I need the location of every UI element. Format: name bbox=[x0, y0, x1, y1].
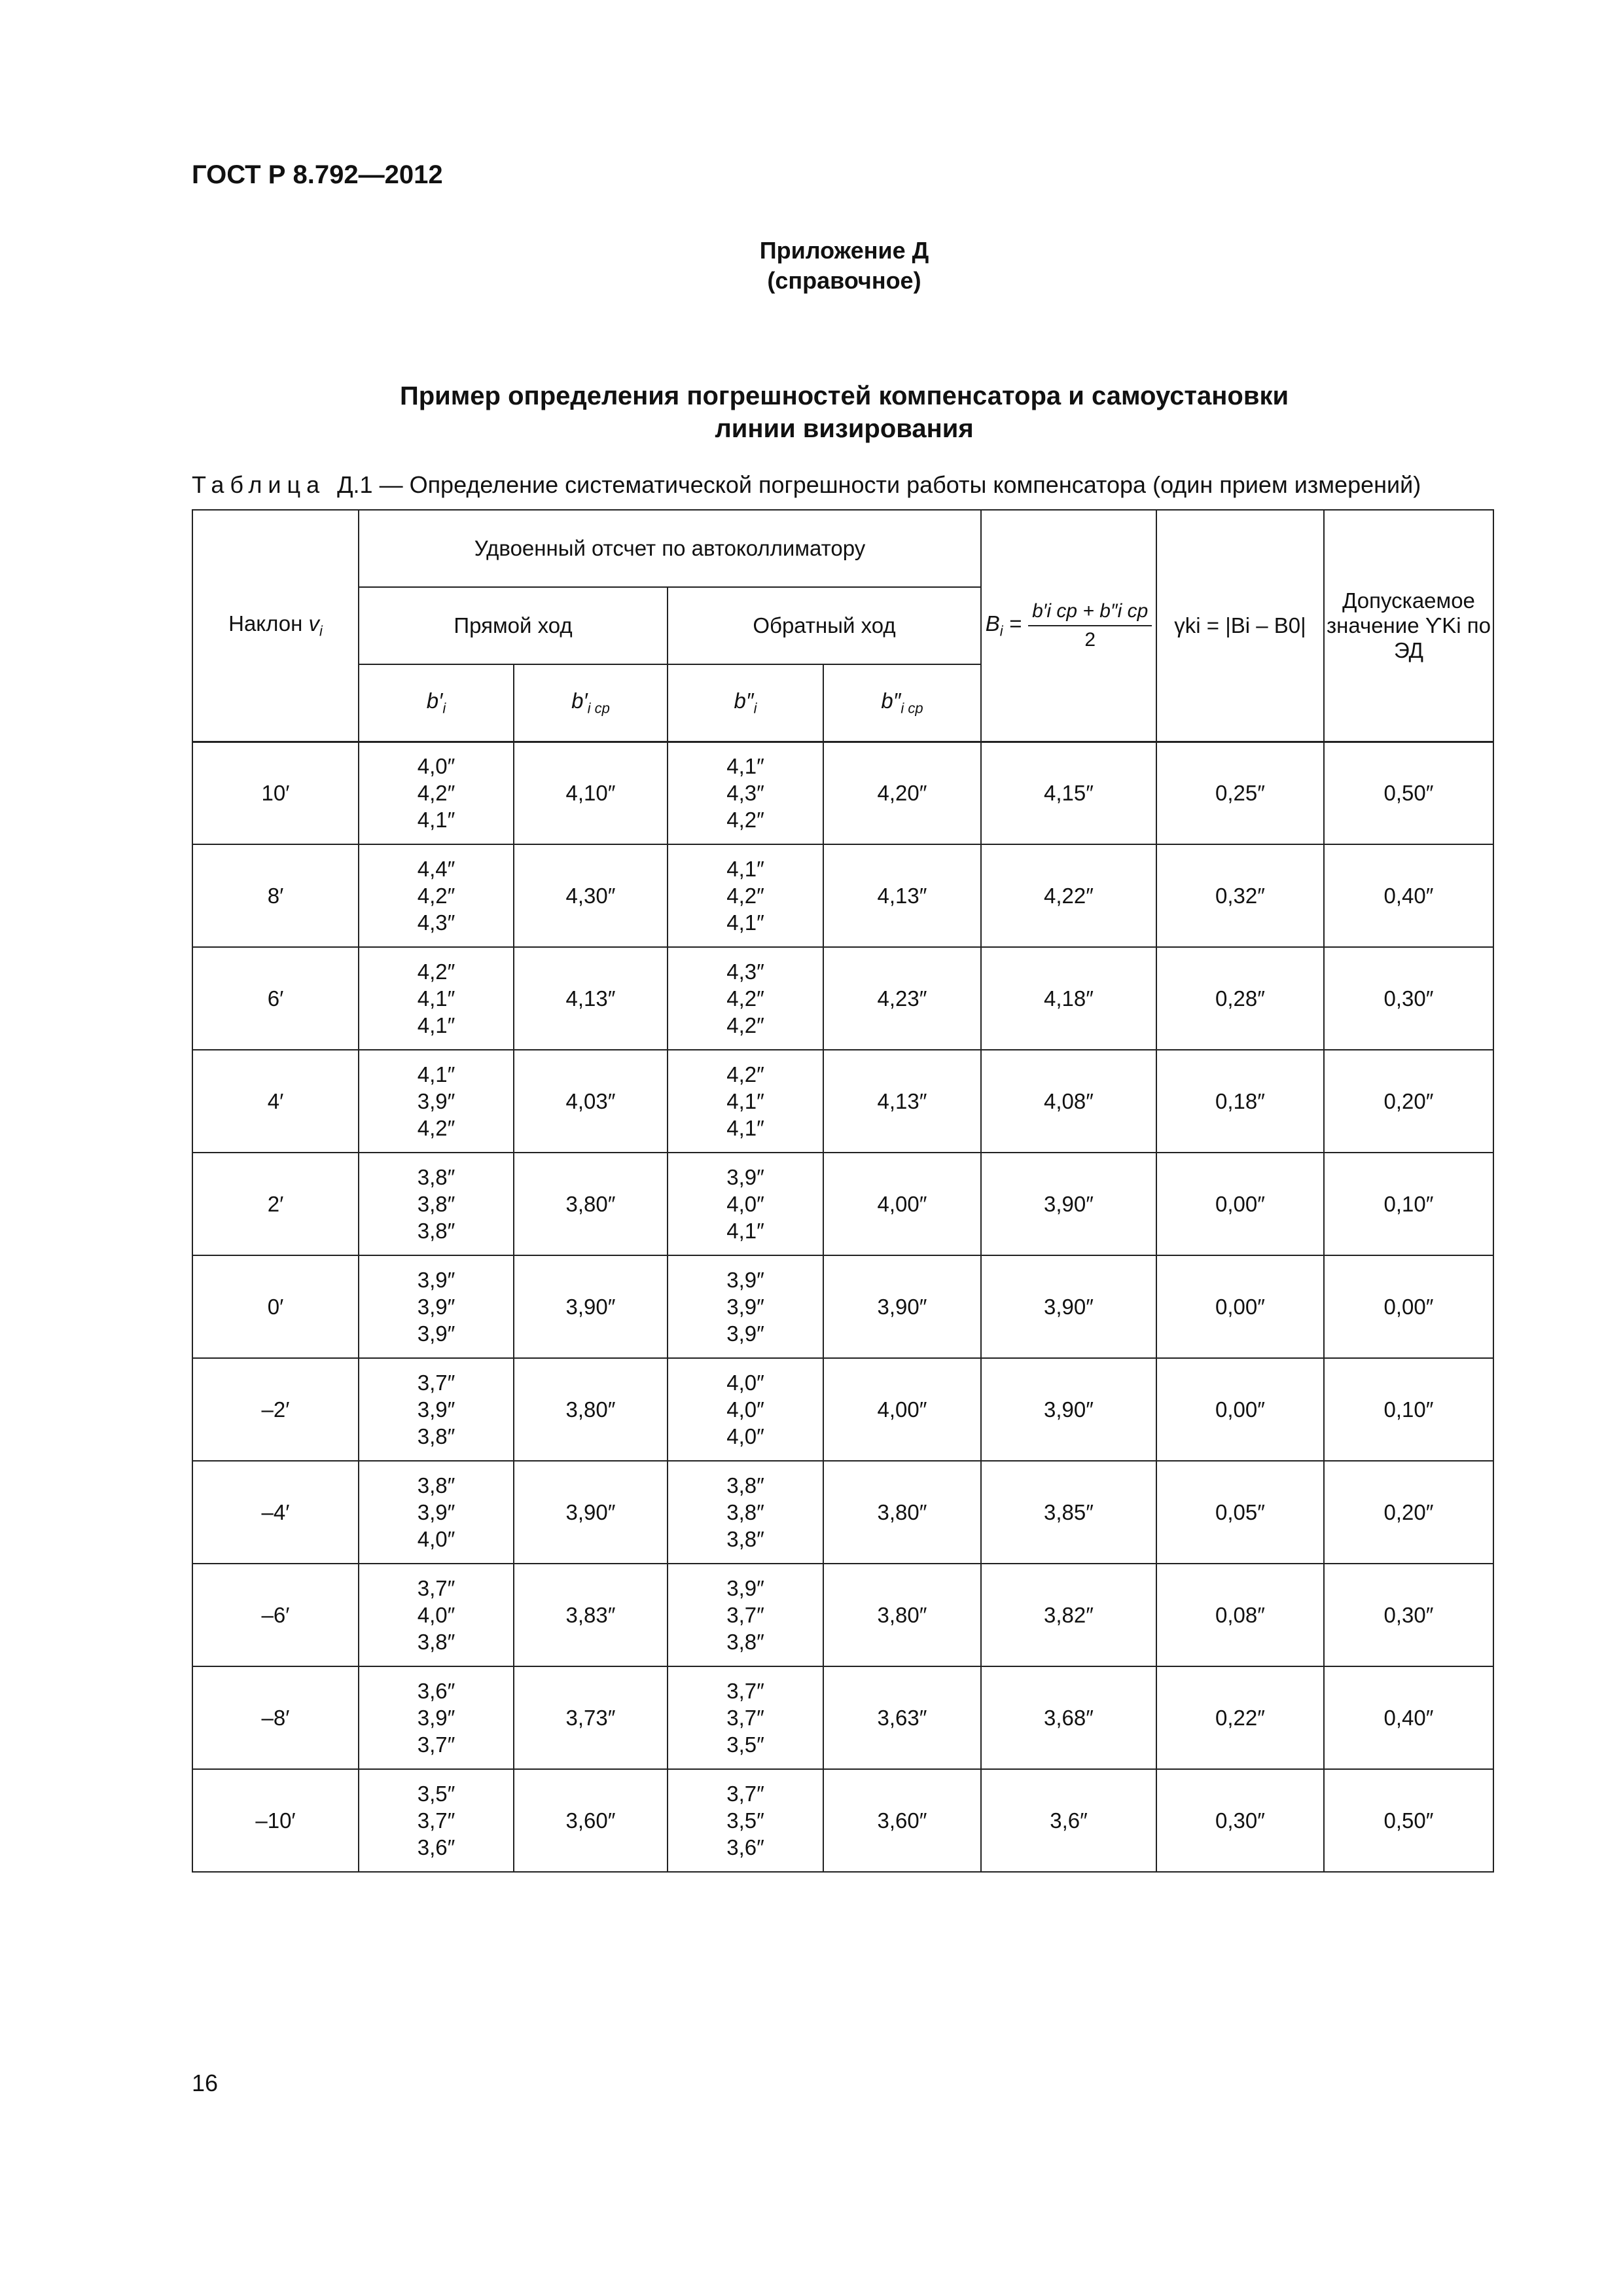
cell-backward-readings bbox=[668, 1769, 823, 1872]
cell-backward-readings-value: 4,3″ bbox=[726, 960, 764, 984]
table-caption-text: Д.1 — Определение систематической погрешности работы компенсатора (один прием измерений) bbox=[337, 471, 1421, 498]
cell-allowed: 0,30″ bbox=[1324, 1564, 1493, 1666]
cell-backward-readings-value: 4,1″ bbox=[726, 1116, 764, 1140]
cell-gamma: 0,30″ bbox=[1156, 1769, 1324, 1872]
cell-gamma: 0,28″ bbox=[1156, 947, 1324, 1050]
cell-forward-readings-value: 3,7″ bbox=[417, 1732, 455, 1757]
cell-B: 3,68″ bbox=[981, 1666, 1156, 1769]
cell-forward-readings-value: 3,7″ bbox=[417, 1576, 455, 1600]
cell-tilt: –8′ bbox=[192, 1666, 359, 1769]
cell-forward-avg: 3,90″ bbox=[514, 1255, 668, 1358]
cell-backward-avg: 4,20″ bbox=[823, 742, 981, 844]
table-caption bbox=[192, 471, 1421, 499]
cell-backward-avg: 3,80″ bbox=[823, 1564, 981, 1666]
cell-backward-readings-value: 4,0″ bbox=[726, 1424, 764, 1448]
cell-forward-readings bbox=[359, 1358, 514, 1461]
cell-backward-readings bbox=[668, 1153, 823, 1255]
cell-forward-readings-value: 3,5″ bbox=[417, 1782, 455, 1806]
cell-backward-readings-value: 3,8″ bbox=[726, 1527, 764, 1551]
cell-gamma: 0,22″ bbox=[1156, 1666, 1324, 1769]
cell-backward-readings-value: 4,2″ bbox=[726, 1013, 764, 1037]
cell-forward-readings-value: 4,1″ bbox=[417, 1013, 455, 1037]
cell-allowed: 0,20″ bbox=[1324, 1461, 1493, 1564]
table-row bbox=[192, 1358, 1493, 1461]
cell-forward-readings-value: 4,3″ bbox=[417, 910, 455, 935]
table-row bbox=[192, 947, 1493, 1050]
cell-forward-avg: 4,30″ bbox=[514, 844, 668, 947]
formula-denominator: 2 bbox=[1084, 628, 1096, 651]
cell-backward-readings bbox=[668, 1564, 823, 1666]
cell-backward-readings-value: 4,0″ bbox=[726, 1397, 764, 1422]
cell-forward-readings-value: 3,9″ bbox=[417, 1397, 455, 1422]
table-caption-prefix: Таблица bbox=[192, 471, 326, 498]
cell-backward-readings-value: 4,0″ bbox=[726, 1192, 764, 1216]
cell-allowed: 0,40″ bbox=[1324, 1666, 1493, 1769]
cell-backward-readings-value: 3,9″ bbox=[726, 1295, 764, 1319]
cell-backward-avg: 4,13″ bbox=[823, 844, 981, 947]
cell-allowed: 0,30″ bbox=[1324, 947, 1493, 1050]
cell-forward-readings-value: 4,2″ bbox=[417, 1116, 455, 1140]
cell-forward-readings-value: 4,1″ bbox=[417, 1062, 455, 1086]
cell-gamma: 0,08″ bbox=[1156, 1564, 1324, 1666]
cell-forward-readings bbox=[359, 1769, 514, 1872]
table-row bbox=[192, 844, 1493, 947]
cell-backward-readings-value: 3,7″ bbox=[726, 1706, 764, 1730]
cell-allowed: 0,20″ bbox=[1324, 1050, 1493, 1153]
cell-forward-readings-value: 3,8″ bbox=[417, 1630, 455, 1654]
cell-forward-readings-value: 3,9″ bbox=[417, 1295, 455, 1319]
header-formula-B bbox=[981, 510, 1156, 742]
cell-gamma: 0,05″ bbox=[1156, 1461, 1324, 1564]
cell-backward-readings-value: 4,2″ bbox=[726, 1062, 764, 1086]
cell-tilt: 6′ bbox=[192, 947, 359, 1050]
cell-backward-readings-value: 3,5″ bbox=[726, 1732, 764, 1757]
cell-tilt: –10′ bbox=[192, 1769, 359, 1872]
cell-backward-readings bbox=[668, 1050, 823, 1153]
cell-B: 4,18″ bbox=[981, 947, 1156, 1050]
header-b-backward-avg: $b''_{i ср}$ bbox=[823, 664, 981, 742]
cell-gamma: 0,18″ bbox=[1156, 1050, 1324, 1153]
cell-B: 3,85″ bbox=[981, 1461, 1156, 1564]
cell-forward-readings-value: 3,7″ bbox=[417, 1808, 455, 1833]
cell-tilt: 10′ bbox=[192, 742, 359, 844]
cell-forward-avg: 3,90″ bbox=[514, 1461, 668, 1564]
cell-forward-readings-value: 4,1″ bbox=[417, 808, 455, 833]
cell-forward-readings-value: 3,9″ bbox=[417, 1321, 455, 1346]
header-forward: Прямой ход bbox=[359, 587, 668, 664]
cell-backward-readings bbox=[668, 1461, 823, 1564]
cell-forward-readings bbox=[359, 1050, 514, 1153]
cell-forward-avg: 3,80″ bbox=[514, 1153, 668, 1255]
cell-backward-readings-value: 3,8″ bbox=[726, 1630, 764, 1654]
cell-B: 4,08″ bbox=[981, 1050, 1156, 1153]
cell-tilt: –6′ bbox=[192, 1564, 359, 1666]
cell-backward-readings-value: 3,8″ bbox=[726, 1500, 764, 1524]
cell-forward-readings bbox=[359, 1461, 514, 1564]
table-row bbox=[192, 1153, 1493, 1255]
section-title-line-2: линии визирования bbox=[715, 414, 974, 443]
appendix-label: Приложение Д bbox=[759, 237, 929, 264]
cell-backward-avg: 4,13″ bbox=[823, 1050, 981, 1153]
header-allowed: Допускаемое значение ϒKi по ЭД bbox=[1324, 510, 1493, 742]
cell-backward-avg: 3,60″ bbox=[823, 1769, 981, 1872]
cell-B: 3,82″ bbox=[981, 1564, 1156, 1666]
header-b-forward-avg: $b'_{i ср}$ bbox=[514, 664, 668, 742]
cell-forward-readings-value: 4,0″ bbox=[417, 754, 455, 779]
appendix-heading bbox=[0, 236, 1623, 296]
cell-backward-avg: 3,90″ bbox=[823, 1255, 981, 1358]
cell-backward-readings-value: 3,9″ bbox=[726, 1165, 764, 1189]
cell-forward-readings-value: 4,0″ bbox=[417, 1603, 455, 1627]
cell-backward-readings bbox=[668, 844, 823, 947]
cell-forward-avg: 4,13″ bbox=[514, 947, 668, 1050]
cell-backward-readings-value: 4,2″ bbox=[726, 808, 764, 833]
cell-backward-avg: 4,00″ bbox=[823, 1358, 981, 1461]
cell-backward-readings-value: 4,1″ bbox=[726, 857, 764, 881]
cell-tilt: 2′ bbox=[192, 1153, 359, 1255]
cell-forward-avg: 4,10″ bbox=[514, 742, 668, 844]
cell-backward-readings bbox=[668, 947, 823, 1050]
cell-gamma: 0,25″ bbox=[1156, 742, 1324, 844]
cell-backward-readings-value: 3,7″ bbox=[726, 1603, 764, 1627]
cell-backward-readings bbox=[668, 1666, 823, 1769]
appendix-type: (справочное) bbox=[767, 267, 921, 294]
cell-forward-readings-value: 4,2″ bbox=[417, 781, 455, 806]
page-number: 16 bbox=[192, 2070, 219, 2096]
cell-forward-readings bbox=[359, 947, 514, 1050]
cell-forward-readings-value: 4,2″ bbox=[417, 884, 455, 908]
cell-forward-readings bbox=[359, 1153, 514, 1255]
cell-backward-readings-value: 3,9″ bbox=[726, 1576, 764, 1600]
cell-forward-readings-value: 3,6″ bbox=[417, 1835, 455, 1859]
section-title bbox=[0, 380, 1623, 445]
cell-forward-readings-value: 3,8″ bbox=[417, 1165, 455, 1189]
cell-forward-avg: 3,73″ bbox=[514, 1666, 668, 1769]
cell-backward-readings-value: 3,7″ bbox=[726, 1782, 764, 1806]
table-header bbox=[192, 510, 1493, 742]
cell-gamma: 0,32″ bbox=[1156, 844, 1324, 947]
cell-B: 4,22″ bbox=[981, 844, 1156, 947]
cell-gamma: 0,00″ bbox=[1156, 1255, 1324, 1358]
table-row bbox=[192, 1255, 1493, 1358]
formula-lhs: $B_i$ = bbox=[985, 611, 1022, 639]
document-code: ГОСТ Р 8.792—2012 bbox=[192, 160, 443, 189]
formula-numerator: b′i ср + b″i ср bbox=[1028, 600, 1152, 626]
section-title-line-1: Пример определения погрешностей компенсатора и самоустановки bbox=[399, 382, 1289, 410]
header-gamma: γki = |Bi – B0| bbox=[1156, 510, 1324, 742]
cell-backward-readings-value: 4,2″ bbox=[726, 884, 764, 908]
header-tilt: Наклон $v_i$ bbox=[192, 510, 359, 742]
cell-forward-readings-value: 4,2″ bbox=[417, 960, 455, 984]
cell-backward-readings-value: 4,0″ bbox=[726, 1371, 764, 1395]
table-body bbox=[192, 742, 1493, 1872]
cell-forward-avg: 3,80″ bbox=[514, 1358, 668, 1461]
cell-forward-readings-value: 3,9″ bbox=[417, 1500, 455, 1524]
cell-allowed: 0,10″ bbox=[1324, 1358, 1493, 1461]
cell-forward-readings-value: 4,1″ bbox=[417, 986, 455, 1011]
cell-gamma: 0,00″ bbox=[1156, 1358, 1324, 1461]
cell-forward-readings bbox=[359, 1666, 514, 1769]
data-table bbox=[192, 509, 1494, 1873]
cell-allowed: 0,50″ bbox=[1324, 1769, 1493, 1872]
cell-backward-readings-value: 4,2″ bbox=[726, 986, 764, 1011]
cell-tilt: 0′ bbox=[192, 1255, 359, 1358]
cell-allowed: 0,00″ bbox=[1324, 1255, 1493, 1358]
table-row bbox=[192, 742, 1493, 844]
cell-backward-avg: 3,80″ bbox=[823, 1461, 981, 1564]
table-row bbox=[192, 1769, 1493, 1872]
cell-backward-readings-value: 3,9″ bbox=[726, 1268, 764, 1292]
cell-B: 3,6″ bbox=[981, 1769, 1156, 1872]
cell-backward-readings-value: 4,3″ bbox=[726, 781, 764, 806]
cell-forward-readings-value: 4,4″ bbox=[417, 857, 455, 881]
cell-backward-readings-value: 3,7″ bbox=[726, 1679, 764, 1703]
header-b-forward: $b'_i$ bbox=[359, 664, 514, 742]
cell-backward-avg: 4,23″ bbox=[823, 947, 981, 1050]
formula-fraction bbox=[1028, 600, 1152, 651]
cell-forward-readings-value: 3,8″ bbox=[417, 1192, 455, 1216]
cell-gamma: 0,00″ bbox=[1156, 1153, 1324, 1255]
cell-backward-avg: 4,00″ bbox=[823, 1153, 981, 1255]
cell-forward-readings-value: 3,7″ bbox=[417, 1371, 455, 1395]
cell-forward-readings-value: 4,0″ bbox=[417, 1527, 455, 1551]
cell-backward-readings-value: 4,1″ bbox=[726, 754, 764, 779]
cell-allowed: 0,40″ bbox=[1324, 844, 1493, 947]
table-row bbox=[192, 1564, 1493, 1666]
header-b-backward: $b''_i$ bbox=[668, 664, 823, 742]
cell-tilt: 4′ bbox=[192, 1050, 359, 1153]
cell-backward-readings-value: 4,1″ bbox=[726, 1219, 764, 1243]
cell-backward-readings-value: 3,8″ bbox=[726, 1473, 764, 1498]
cell-backward-readings-value: 3,6″ bbox=[726, 1835, 764, 1859]
cell-forward-readings-value: 3,6″ bbox=[417, 1679, 455, 1703]
cell-tilt: 8′ bbox=[192, 844, 359, 947]
cell-allowed: 0,10″ bbox=[1324, 1153, 1493, 1255]
cell-forward-readings-value: 3,8″ bbox=[417, 1424, 455, 1448]
cell-B: 3,90″ bbox=[981, 1358, 1156, 1461]
cell-backward-readings bbox=[668, 1358, 823, 1461]
cell-allowed: 0,50″ bbox=[1324, 742, 1493, 844]
cell-backward-readings bbox=[668, 742, 823, 844]
cell-backward-readings-value: 4,1″ bbox=[726, 910, 764, 935]
table-row bbox=[192, 1461, 1493, 1564]
cell-tilt: –2′ bbox=[192, 1358, 359, 1461]
cell-backward-readings bbox=[668, 1255, 823, 1358]
cell-forward-readings bbox=[359, 742, 514, 844]
cell-backward-readings-value: 3,9″ bbox=[726, 1321, 764, 1346]
cell-forward-readings-value: 3,9″ bbox=[417, 1706, 455, 1730]
cell-forward-avg: 4,03″ bbox=[514, 1050, 668, 1153]
cell-B: 4,15″ bbox=[981, 742, 1156, 844]
header-backward: Обратный ход bbox=[668, 587, 981, 664]
cell-backward-readings-value: 3,5″ bbox=[726, 1808, 764, 1833]
cell-forward-readings-value: 3,8″ bbox=[417, 1473, 455, 1498]
cell-forward-readings-value: 3,9″ bbox=[417, 1268, 455, 1292]
cell-B: 3,90″ bbox=[981, 1255, 1156, 1358]
cell-forward-readings-value: 3,8″ bbox=[417, 1219, 455, 1243]
cell-tilt: –4′ bbox=[192, 1461, 359, 1564]
header-doubled-reading: Удвоенный отсчет по автоколлиматору bbox=[359, 510, 981, 587]
cell-forward-avg: 3,60″ bbox=[514, 1769, 668, 1872]
cell-forward-readings-value: 3,9″ bbox=[417, 1089, 455, 1113]
table-row bbox=[192, 1666, 1493, 1769]
cell-forward-avg: 3,83″ bbox=[514, 1564, 668, 1666]
cell-backward-readings-value: 4,1″ bbox=[726, 1089, 764, 1113]
cell-forward-readings bbox=[359, 1255, 514, 1358]
cell-B: 3,90″ bbox=[981, 1153, 1156, 1255]
cell-forward-readings bbox=[359, 844, 514, 947]
cell-forward-readings bbox=[359, 1564, 514, 1666]
table-row bbox=[192, 1050, 1493, 1153]
cell-backward-avg: 3,63″ bbox=[823, 1666, 981, 1769]
